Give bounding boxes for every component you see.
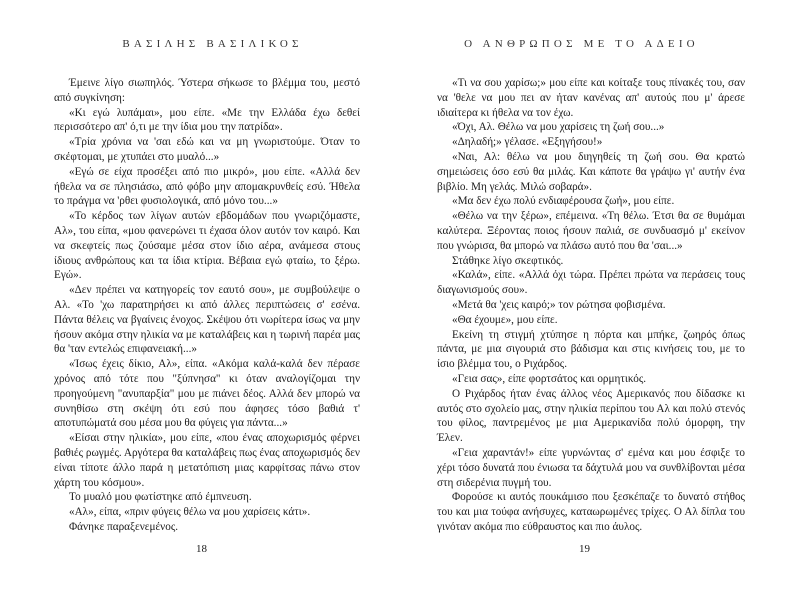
right-body-text	[437, 76, 745, 535]
right-page-number: 19	[579, 543, 590, 555]
paragraph: Στάθηκε λίγο σκεφτικός.	[452, 254, 564, 267]
paragraph: «Τρία χρόνια να 'σαι εδώ και να μη γνωριστούμε. Όταν το σκέφτομαι, με χτυπάει στο μυαλό...»	[54, 136, 360, 163]
left-body-text	[54, 76, 360, 535]
paragraph: «Θα έχουμε», μου είπε.	[452, 313, 558, 326]
paragraph: «Γεια σας», είπε φορτσάτος και ορμητικός.	[452, 372, 647, 385]
right-page	[397, 0, 794, 595]
paragraph: Το μυαλό μου φωτίστηκε από έμπνευση.	[69, 491, 252, 504]
paragraph: Έμεινε λίγο σιωπηλός. Ύστερα σήκωσε το βλέμμα του, μεστό από συγκίνηση:	[54, 77, 360, 104]
paragraph: «Τι να σου χαρίσω;» μου είπε και κοίταξε τους πίνακές του, σαν να 'θελε να μου πει αν ήταν κανένας απ' αυτούς που μ' άρεσε ιδιαίτερα κι ήθελα να τον έχω.	[437, 77, 745, 119]
paragraph: «Το κέρδος των λίγων αυτών εβδομάδων που γνωριζόμαστε, Αλ», του είπα, «μου φανερώνει τι έχασα όλον αυτόν τον καιρό. Και να σκεφτείς πως ζούσαμε μέσα στον ίδιο αέρα, ανάμεσα στους ίδιους ανθρώπους και τα ίδια κτίρια. Βέβαια εγώ φταίω, το ξέρω. Εγώ».	[54, 210, 360, 282]
left-running-header: ΒΑΣΙΛΗΣ ΒΑΣΙΛΙΚΟΣ	[122, 38, 303, 50]
paragraph: «Δεν πρέπει να κατηγορείς τον εαυτό σου», με συμβούλεψε ο Αλ. «Το 'χω παρατηρήσει κι από άλλες περιπτώσεις σ' εσένα. Πάντα θέλεις να βγαίνεις ένοχος. Σκέψου ότι νωρίτερα ίσως να μην ήσουν ακόμα στην ηλικία να με καταλάβεις και η τωρινή παρέα μας θα 'ταν εντελώς επιφανειακή...»	[54, 284, 360, 356]
paragraph: Φορούσε κι αυτός πουκάμισο που ξεσκέπαζε το δυνατό στήθος του και μια τούφα ανήσυχες, καταωρωμένες τρίχες. Ο Αλ δίπλα του γινόταν ακόμα πιο εύθραυστος και πιο άυλος.	[437, 491, 745, 533]
paragraph: «Ναι, Αλ: θέλω να μου διηγηθείς τη ζωή σου. Θα κρατώ σημειώσεις όσο εσύ θα μιλάς. Και κάποτε θα γράψω γι' αυτήν ένα βιβλίο. Μη γελάς. Μιλώ σοβαρά».	[437, 150, 745, 193]
paragraph: Ο Ριχάρδος ήταν ένας άλλος νέος Αμερικανός που δίδασκε κι αυτός στο σχολείο μας, στην ηλικία περίπου του Αλ και πολύ στενός του φίλος, παντρεμένος με μια Αμερικανίδα πολύ όμορφη, την Έλεν.	[437, 387, 746, 445]
paragraph: «Είσαι στην ηλικία», μου είπε, «που ένας αποχωρισμός φέρνει βαθιές ρωγμές. Αργότερα θα καταλάβεις πως ένας αποχωρισμός δεν είναι τίποτε άλλο παρά η μετατόπιση μιας καρφίτσας πάνω στον χάρτη του κόσμου».	[54, 432, 360, 489]
paragraph: «Μα δεν έχω πολύ ενδιαφέρουσα ζωή», μου είπε.	[452, 195, 675, 208]
paragraph: «Κι εγώ λυπάμαι», μου είπε. «Με την Ελλάδα έχω δεθεί περισσότερο απ' ό,τι με την ίδια μου την πατρίδα».	[54, 106, 360, 134]
paragraph: «Γεια χαραντάν!» είπε γυρνώντας σ' εμένα και μου έσφιξε το χέρι τόσο δυνατά που ένιωσα τα δάχτυλά μου να συνθλίβονται μέσα στη σιδερένια πυγμή του.	[437, 446, 745, 489]
paragraph: «Ίσως έχεις δίκιο, Αλ», είπα. «Ακόμα καλά-καλά δεν πέρασε χρόνος από τότε που "ξύπνησα" κι όταν αναλογίζομαι την προηγούμενη "ανυπαρξία" μου με πιάνει δέος. Αλλά δεν μπορώ να συνηθίσω στη σκέψη ότι εσύ που άφησες τόσο βαθιά τ' αποτυπώματά σου μέσα μου θα φύγεις για πάντα...»	[54, 358, 360, 430]
paragraph: Φάνηκε παραξενεμένος.	[69, 520, 179, 533]
left-page-number: 18	[196, 543, 207, 555]
paragraph: Εκείνη τη στιγμή χτύπησε η πόρτα και μπήκε, ζωηρός όπως πάντα, με μια σιγουριά στο βάδισμα και στις κινήσεις του, με το ίσιο βλέμμα του, ο Ριχάρδος.	[437, 328, 745, 371]
paragraph: «Δηλαδή;» γέλασε. «Εξηγήσου!»	[452, 136, 603, 149]
paragraph: «Όχι, Αλ. Θέλω να μου χαρίσεις τη ζωή σου...»	[452, 121, 665, 134]
paragraph: «Αλ», είπα, «πριν φύγεις θέλω να μου χαρίσεις κάτι».	[69, 506, 311, 519]
paragraph: «Μετά θα 'χεις καιρό;» τον ρώτησα φοβισμένα.	[452, 298, 666, 311]
paragraph: «Καλά», είπε. «Αλλά όχι τώρα. Πρέπει πρώτα να περάσεις τους διαγωνισμούς σου».	[437, 269, 745, 297]
paragraph: «Θέλω να την ξέρω», επέμεινα. «Τη θέλω. Έτσι θα σε θυμάμαι καλύτερα. Ξέροντας ποιος ήσουν παλιά, σε συνδυασμό μ' εκείνον που γνώρισα, θα μπορώ να πλάσω αυτό που θα 'σαι...»	[437, 210, 745, 252]
paragraph: «Εγώ σε είχα προσέξει από πιο μικρό», μου είπε. «Αλλά δεν ήθελα να σε πλησιάσω, από φόβο μην απομακρυνθείς εσύ. Ήθελα το πράγμα να 'ρθει φυσιολογικά, από μόνο του...»	[54, 165, 360, 208]
right-running-header: Ο ΑΝΘΡΩΠΟΣ ΜΕ ΤΟ ΑΔΕΙΟ	[464, 38, 699, 50]
